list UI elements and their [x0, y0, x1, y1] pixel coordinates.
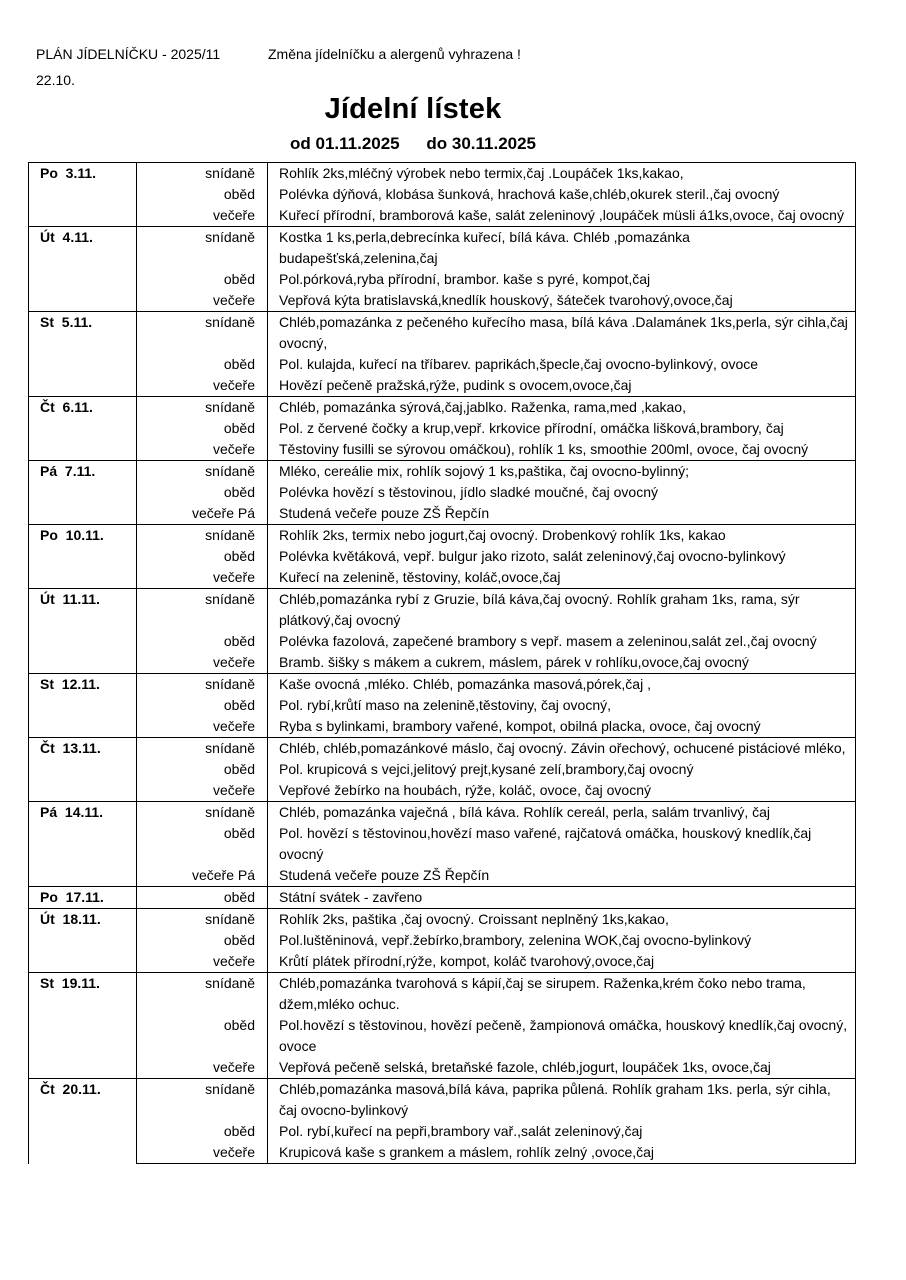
- meal-row: [29, 227, 856, 270]
- meal-type: snídaně: [137, 461, 268, 483]
- meal-dish: Pol. rybí,kuřecí na pepři,brambory vař.,salát zeleninový,čaj: [268, 1121, 856, 1142]
- meal-row: [29, 354, 856, 375]
- meal-type: večeře: [137, 1142, 268, 1164]
- meal-row: [29, 397, 856, 419]
- meal-row: [29, 865, 856, 887]
- meal-dish: Mléko, cereálie mix, rohlík sojový 1 ks,paštika, čaj ovocno-bylinný;: [268, 461, 856, 483]
- meal-dish: Pol. z červené čočky a krup,vepř. krkovice přírodní, omáčka lišková,brambory, čaj: [268, 418, 856, 439]
- day-date: Čt 20.11.: [29, 1079, 137, 1164]
- meal-dish: Kuřecí na zelenině, těstoviny, koláč,ovoce,čaj: [268, 567, 856, 589]
- meal-row: [29, 184, 856, 205]
- meal-dish: Kuřecí přírodní, bramborová kaše, salát zeleninový ,loupáček müsli á1ks,ovoce, čaj ovocný: [268, 205, 856, 227]
- page-title: Jídelní lístek: [324, 93, 502, 125]
- meal-type: snídaně: [137, 738, 268, 760]
- meal-dish: Pol.hovězí s těstovinou, hovězí pečeně, žampionová omáčka, houskový knedlík,čaj ovocný, ovoce: [268, 1015, 856, 1057]
- meal-row: [29, 312, 856, 355]
- issue-date: 22.10.: [36, 72, 75, 88]
- date-range: [290, 134, 536, 154]
- meal-dish: Rohlík 2ks,mléčný výrobek nebo termix,čaj .Loupáček 1ks,kakao,: [268, 163, 856, 185]
- meal-type: snídaně: [137, 163, 268, 185]
- date-from: od 01.11.2025: [290, 134, 400, 153]
- meal-type: snídaně: [137, 674, 268, 696]
- meal-dish: Rohlík 2ks, paštika ,čaj ovocný. Croissant neplněný 1ks,kakao,: [268, 909, 856, 931]
- meal-row: [29, 674, 856, 696]
- meal-type: snídaně: [137, 227, 268, 270]
- meal-row: [29, 567, 856, 589]
- meal-type: oběd: [137, 930, 268, 951]
- meal-type: snídaně: [137, 973, 268, 1016]
- meal-type: snídaně: [137, 909, 268, 931]
- meal-row: [29, 887, 856, 909]
- meal-row: [29, 461, 856, 483]
- meal-dish: Chléb,pomazánka masová,bílá káva, paprika půlená. Rohlík graham 1ks. perla, sýr cihla, čaj ovocno-bylinkový: [268, 1079, 856, 1122]
- meal-row: [29, 951, 856, 973]
- meal-dish: Pol. krupicová s vejci,jelitový prejt,kysané zelí,brambory,čaj ovocný: [268, 759, 856, 780]
- menu-table: [28, 162, 856, 1164]
- day-date: Pá 7.11.: [29, 461, 137, 525]
- meal-dish: Chléb,pomazánka rybí z Gruzie, bílá káva,čaj ovocný. Rohlík graham 1ks, rama, sýr plátkový,čaj ovocný: [268, 589, 856, 632]
- meal-type: snídaně: [137, 589, 268, 632]
- meal-type: oběd: [137, 546, 268, 567]
- meal-dish: Pol.pórková,ryba přírodní, brambor. kaše s pyré, kompot,čaj: [268, 269, 856, 290]
- day-date: Út 11.11.: [29, 589, 137, 674]
- meal-type: oběd: [137, 1015, 268, 1057]
- meal-dish: Chléb, pomazánka vaječná , bílá káva. Rohlík cereál, perla, salám trvanlivý, čaj: [268, 802, 856, 824]
- meal-dish: Kaše ovocná ,mléko. Chléb, pomazánka masová,pórek,čaj ,: [268, 674, 856, 696]
- meal-type: večeře: [137, 567, 268, 589]
- meal-row: [29, 973, 856, 1016]
- meal-row: [29, 205, 856, 227]
- meal-dish: Těstoviny fusilli se sýrovou omáčkou), rohlík 1 ks, smoothie 200ml, ovoce, čaj ovocný: [268, 439, 856, 461]
- meal-type: večeře: [137, 375, 268, 397]
- meal-dish: Kostka 1 ks,perla,debrecínka kuřecí, bílá káva. Chléb ,pomazánka budapešťská,zelenina,čaj: [268, 227, 856, 270]
- meal-type: večeře: [137, 205, 268, 227]
- meal-type: večeře: [137, 716, 268, 738]
- meal-row: [29, 482, 856, 503]
- meal-type: oběd: [137, 184, 268, 205]
- meal-type: snídaně: [137, 1079, 268, 1122]
- meal-row: [29, 1079, 856, 1122]
- meal-type: večeře Pá: [137, 503, 268, 525]
- meal-dish: Pol. hovězí s těstovinou,hovězí maso vařené, rajčatová omáčka, houskový knedlík,čaj ovocný: [268, 823, 856, 865]
- meal-row: [29, 716, 856, 738]
- change-notice: Změna jídelníčku a alergenů vyhrazena !: [268, 46, 521, 62]
- meal-dish: Studená večeře pouze ZŠ Řepčín: [268, 865, 856, 887]
- meal-row: [29, 1015, 856, 1057]
- day-date: Po 10.11.: [29, 525, 137, 589]
- meal-dish: Polévka hovězí s těstovinou, jídlo sladké moučné, čaj ovocný: [268, 482, 856, 503]
- meal-dish: Krupicová kaše s grankem a máslem, rohlík zelný ,ovoce,čaj: [268, 1142, 856, 1164]
- meal-row: [29, 525, 856, 547]
- meal-type: večeře: [137, 290, 268, 312]
- meal-row: [29, 503, 856, 525]
- meal-type: večeře: [137, 439, 268, 461]
- meal-dish: Vepřové žebírko na houbách, rýže, koláč, ovoce, čaj ovocný: [268, 780, 856, 802]
- meal-dish: Vepřová pečeně selská, bretaňské fazole, chléb,jogurt, loupáček 1ks, ovoce,čaj: [268, 1057, 856, 1079]
- meal-type: snídaně: [137, 397, 268, 419]
- meal-dish: Pol. rybí,krůtí maso na zelenině,těstoviny, čaj ovocný,: [268, 695, 856, 716]
- meal-type: oběd: [137, 759, 268, 780]
- meal-row: [29, 418, 856, 439]
- meal-row: [29, 652, 856, 674]
- day-date: St 12.11.: [29, 674, 137, 738]
- meal-dish: Chléb,pomazánka tvarohová s kápií,čaj se sirupem. Raženka,krém čoko nebo trama, džem,mléko ochuc.: [268, 973, 856, 1016]
- meal-type: večeře: [137, 780, 268, 802]
- meal-type: snídaně: [137, 802, 268, 824]
- menu-table-body: [29, 163, 856, 1164]
- meal-dish: Státní svátek - zavřeno: [268, 887, 856, 909]
- meal-row: [29, 930, 856, 951]
- meal-type: oběd: [137, 631, 268, 652]
- day-date: Pá 14.11.: [29, 802, 137, 887]
- meal-dish: Polévka dýňová, klobása šunková, hrachová kaše,chléb,okurek steril.,čaj ovocný: [268, 184, 856, 205]
- meal-row: [29, 802, 856, 824]
- meal-dish: Ryba s bylinkami, brambory vařené, kompot, obilná placka, ovoce, čaj ovocný: [268, 716, 856, 738]
- meal-type: večeře: [137, 652, 268, 674]
- meal-dish: Pol.luštěninová, vepř.žebírko,brambory, zelenina WOK,čaj ovocno-bylinkový: [268, 930, 856, 951]
- meal-dish: Bramb. šišky s mákem a cukrem, máslem, párek v rohlíku,ovoce,čaj ovocný: [268, 652, 856, 674]
- meal-dish: Vepřová kýta bratislavská,knedlík houskový, šáteček tvarohový,ovoce,čaj: [268, 290, 856, 312]
- meal-type: večeře: [137, 1057, 268, 1079]
- day-date: Po 17.11.: [29, 887, 137, 909]
- meal-row: [29, 695, 856, 716]
- meal-type: oběd: [137, 1121, 268, 1142]
- meal-row: [29, 631, 856, 652]
- meal-row: [29, 909, 856, 931]
- day-date: St 5.11.: [29, 312, 137, 397]
- meal-type: oběd: [137, 269, 268, 290]
- day-date: Čt 13.11.: [29, 738, 137, 802]
- date-to: do 30.11.2025: [426, 134, 537, 153]
- meal-row: [29, 759, 856, 780]
- meal-type: oběd: [137, 887, 268, 909]
- meal-row: [29, 439, 856, 461]
- meal-dish: Hovězí pečeně pražská,rýže, pudink s ovocem,ovoce,čaj: [268, 375, 856, 397]
- day-date: St 19.11.: [29, 973, 137, 1079]
- meal-dish: Chléb, chléb,pomazánkové máslo, čaj ovocný. Závin ořechový, ochucené pistáciové mléko,: [268, 738, 856, 760]
- day-date: Út 4.11.: [29, 227, 137, 312]
- meal-dish: Chléb,pomazánka z pečeného kuřecího masa, bílá káva .Dalamánek 1ks,perla, sýr cihla,čaj ovocný,: [268, 312, 856, 355]
- meal-type: snídaně: [137, 312, 268, 355]
- meal-type: oběd: [137, 418, 268, 439]
- meal-row: [29, 1121, 856, 1142]
- meal-dish: Polévka fazolová, zapečené brambory s vepř. masem a zeleninou,salát zel.,čaj ovocný: [268, 631, 856, 652]
- meal-row: [29, 269, 856, 290]
- meal-type: večeře Pá: [137, 865, 268, 887]
- meal-row: [29, 738, 856, 760]
- meal-dish: Rohlík 2ks, termix nebo jogurt,čaj ovocný. Drobenkový rohlík 1ks, kakao: [268, 525, 856, 547]
- meal-row: [29, 290, 856, 312]
- meal-row: [29, 546, 856, 567]
- meal-dish: Pol. kulajda, kuřecí na tříbarev. paprikách,špecle,čaj ovocno-bylinkový, ovoce: [268, 354, 856, 375]
- meal-type: oběd: [137, 695, 268, 716]
- meal-type: oběd: [137, 354, 268, 375]
- day-date: Čt 6.11.: [29, 397, 137, 461]
- meal-row: [29, 1057, 856, 1079]
- meal-type: večeře: [137, 951, 268, 973]
- plan-label: PLÁN JÍDELNÍČKU - 2025/11: [36, 46, 221, 62]
- meal-row: [29, 780, 856, 802]
- meal-row: [29, 589, 856, 632]
- meal-row: [29, 1142, 856, 1164]
- meal-type: snídaně: [137, 525, 268, 547]
- meal-dish: Studená večeře pouze ZŠ Řepčín: [268, 503, 856, 525]
- meal-dish: Krůtí plátek přírodní,rýže, kompot, koláč tvarohový,ovoce,čaj: [268, 951, 856, 973]
- meal-dish: Chléb, pomazánka sýrová,čaj,jablko. Raženka, rama,med ,kakao,: [268, 397, 856, 419]
- meal-type: oběd: [137, 823, 268, 865]
- meal-row: [29, 375, 856, 397]
- meal-row: [29, 163, 856, 185]
- day-date: Út 18.11.: [29, 909, 137, 973]
- meal-type: oběd: [137, 482, 268, 503]
- meal-dish: Polévka květáková, vepř. bulgur jako rizoto, salát zeleninový,čaj ovocno-bylinkový: [268, 546, 856, 567]
- meal-row: [29, 823, 856, 865]
- day-date: Po 3.11.: [29, 163, 137, 227]
